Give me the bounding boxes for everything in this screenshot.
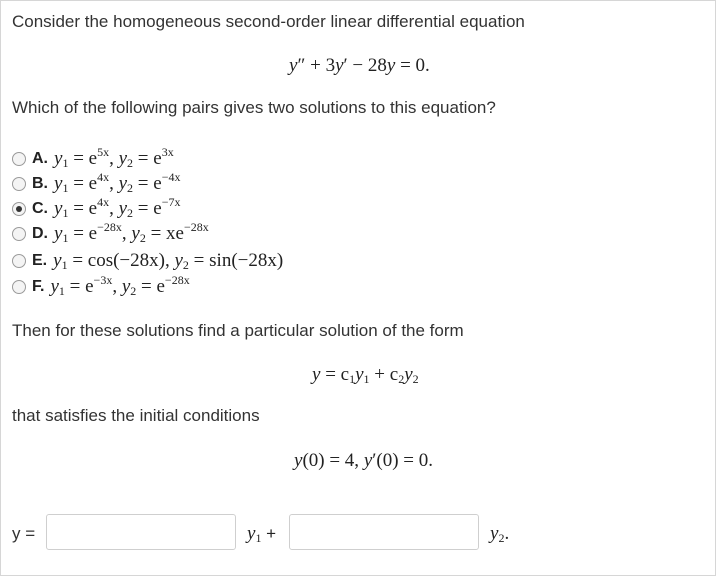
radio-button[interactable] [12, 280, 26, 294]
radio-button[interactable] [12, 227, 26, 241]
option-f[interactable] [12, 273, 190, 298]
radio-dot-icon [16, 206, 22, 212]
y1-term-label: $y_1$ + [247, 523, 277, 545]
option-expression: $y_1 = e^{-3x}$, $y_2 = e^{-28x}$ [50, 273, 190, 298]
option-letter: E. [32, 252, 48, 269]
option-d[interactable] [12, 220, 209, 245]
option-letter: F. [32, 278, 45, 295]
option-letter: D. [32, 225, 48, 242]
differential-equation: y″ + 3y′ − 28y = 0. [289, 55, 430, 76]
radio-button[interactable] [12, 254, 26, 268]
then-text: Then for these solutions find a particular solution of the form [12, 321, 464, 340]
y2-term-label: $y_2$. [490, 523, 510, 545]
satisfies-text: that satisfies the initial conditions [12, 406, 260, 425]
option-letter: B. [32, 175, 48, 192]
solution-form: $y = c_1y_1 + c_2y_2$ [312, 364, 419, 386]
option-expression: $y_1 = e^{4x}$, $y_2 = e^{-7x}$ [54, 195, 181, 220]
option-expression: $y_1 = e^{5x}$, $y_2 = e^{3x}$ [54, 145, 174, 170]
question-text: Which of the following pairs gives two solutions to this equation? [12, 98, 496, 117]
initial-conditions: y(0) = 4, y′(0) = 0. [294, 450, 434, 471]
option-letter: C. [32, 200, 48, 217]
option-expression: $y_1 = e^{4x}$, $y_2 = e^{-4x}$ [54, 170, 181, 195]
option-expression: $y_1 = \cos(-28x)$, $y_2 = \sin(-28x)$ [53, 250, 284, 272]
option-expression: $y_1 = e^{-28x}$, $y_2 = xe^{-28x}$ [54, 220, 209, 245]
c1-input[interactable] [46, 514, 236, 550]
radio-button[interactable] [12, 202, 26, 216]
intro-text: Consider the homogeneous second-order linear differential equation [12, 12, 525, 31]
c2-input[interactable] [289, 514, 479, 550]
answer-y-label: y = [12, 524, 36, 543]
option-letter: A. [32, 150, 48, 167]
radio-button[interactable] [12, 177, 26, 191]
option-b[interactable] [12, 170, 181, 195]
option-c[interactable] [12, 195, 181, 220]
option-e[interactable] [12, 250, 283, 272]
radio-button[interactable] [12, 152, 26, 166]
option-a[interactable] [12, 145, 174, 170]
